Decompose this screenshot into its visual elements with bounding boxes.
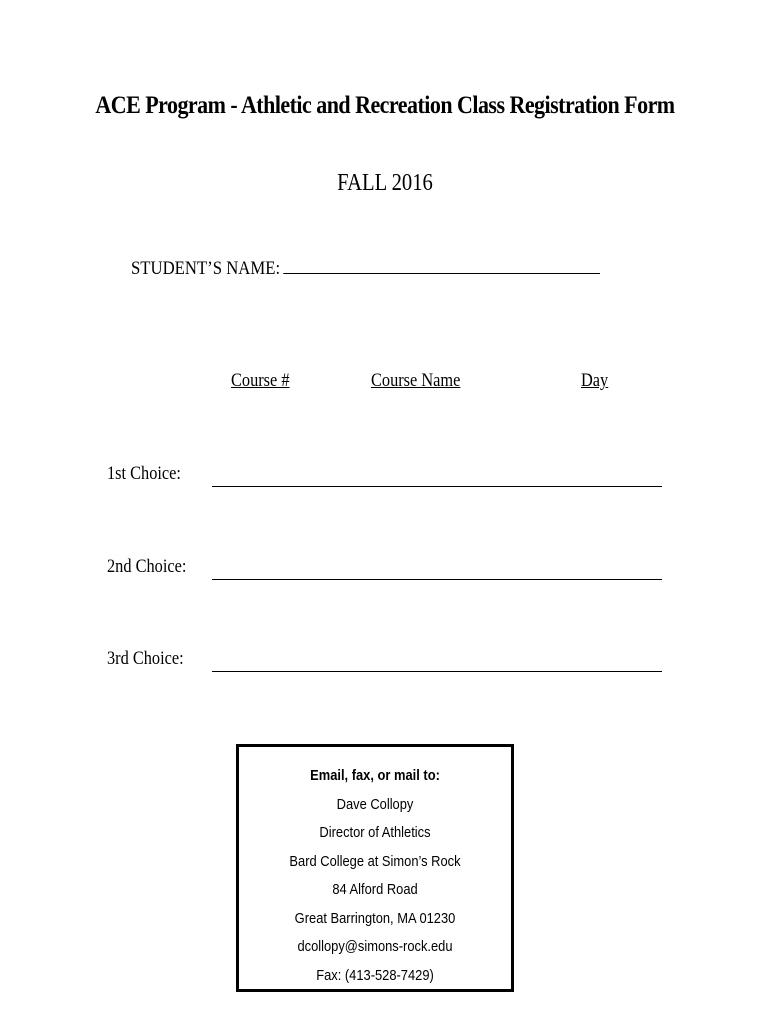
form-title: ACE Program - Athletic and Recreation Class Registration Form [95,92,675,119]
term-label: FALL 2016 [337,170,433,196]
contact-city: Great Barrington, MA 01230 [294,909,456,927]
day-header: Day [581,370,609,391]
second-choice-field[interactable] [212,563,662,580]
contact-box [236,744,514,992]
contact-role: Director of Athletics [319,824,431,841]
first-choice-label: 1st Choice: [107,463,181,484]
first-choice-field[interactable] [212,470,662,487]
student-name-field[interactable] [284,259,601,274]
student-name-label: STUDENT’S NAME: [131,258,281,279]
second-choice-label: 2nd Choice: [107,556,187,577]
third-choice-field[interactable] [212,655,662,672]
course-name-header: Course Name [371,370,461,391]
third-choice-label: 3rd Choice: [107,648,184,669]
contact-email[interactable]: dcollopy@simons-rock.edu [297,938,453,955]
course-number-header: Course # [231,370,290,391]
student-name-row [131,258,600,280]
contact-name: Dave Collopy [336,795,414,813]
contact-fax: Fax: (413-528-7429) [316,966,434,984]
contact-institution: Bard College at Simon’s Rock [289,852,461,870]
contact-heading: Email, fax, or mail to: [310,767,440,784]
contact-street: 84 Alford Road [332,881,418,898]
